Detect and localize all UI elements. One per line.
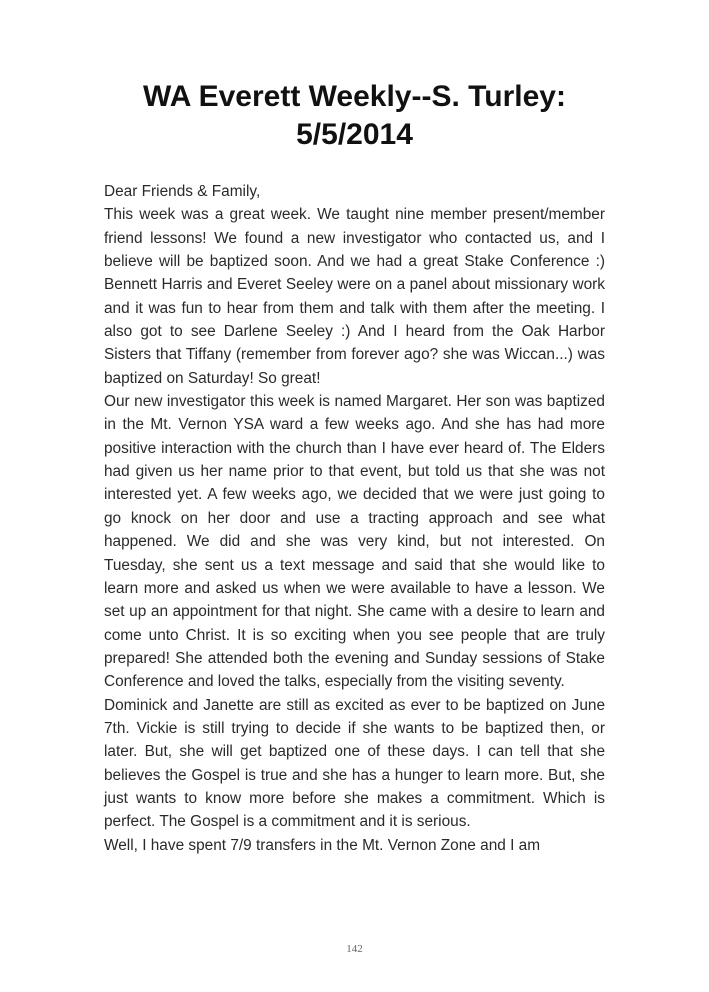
title-line-1: WA Everett Weekly--S. Turley: [143, 80, 566, 113]
title-line-2: 5/5/2014 [296, 118, 413, 151]
letter-body [104, 180, 605, 857]
paragraph: Dominick and Janette are still as excited as ever to be baptized on June 7th. Vickie is still trying to decide if she wants to be baptized then, or later. But, she will get baptized one of these days. I can tell that she believes the Gospel is true and she has a hunger to learn more. But, she just wants to know more before she makes a commitment. Which is perfect. The Gospel is a commitment and it is serious. [104, 696, 605, 831]
greeting: Dear Friends & Family, [104, 183, 261, 200]
paragraph: This week was a great week. We taught nine member present/member friend lessons! We found a new investigator who contacted us, and I believe will be baptized soon. And we had a great Stake Conference :) Bennett Harris and Everet Seeley were on a panel about missionary work and it was fun to hear from them and talk with them after the meeting. I also got to see Darlene Seeley :) And I heard from the Oak Harbor Sisters that Tiffany (remember from forever ago? she was Wiccan...) was baptized on Saturday! So great! [104, 206, 605, 387]
paragraph: Well, I have spent 7/9 transfers in the Mt. Vernon Zone and I am [104, 836, 541, 854]
page-title [60, 78, 649, 154]
paragraph: Our new investigator this week is named Margaret. Her son was baptized in the Mt. Vernon YSA ward a few weeks ago. And she has had more positive interaction with the church than I have ever heard of. The Elders had given us her name prior to that event, but told us that she was not interested yet. A few weeks ago, we decided that we were just going to go knock on her door and use a tracting approach and see what happened. We did and she was very kind, but not interested. On Tuesday, she sent us a text message and said that she would like to learn more and asked us when we were available to have a lesson. We set up an appointment for that night. She came with a desire to learn and come unto Christ. It is so exciting when you see people that are truly prepared! She attended both the evening and Sunday sessions of Stake Conference and loved the talks, especially from the visiting seventy. [104, 393, 605, 691]
page-number: 142 [346, 943, 363, 955]
